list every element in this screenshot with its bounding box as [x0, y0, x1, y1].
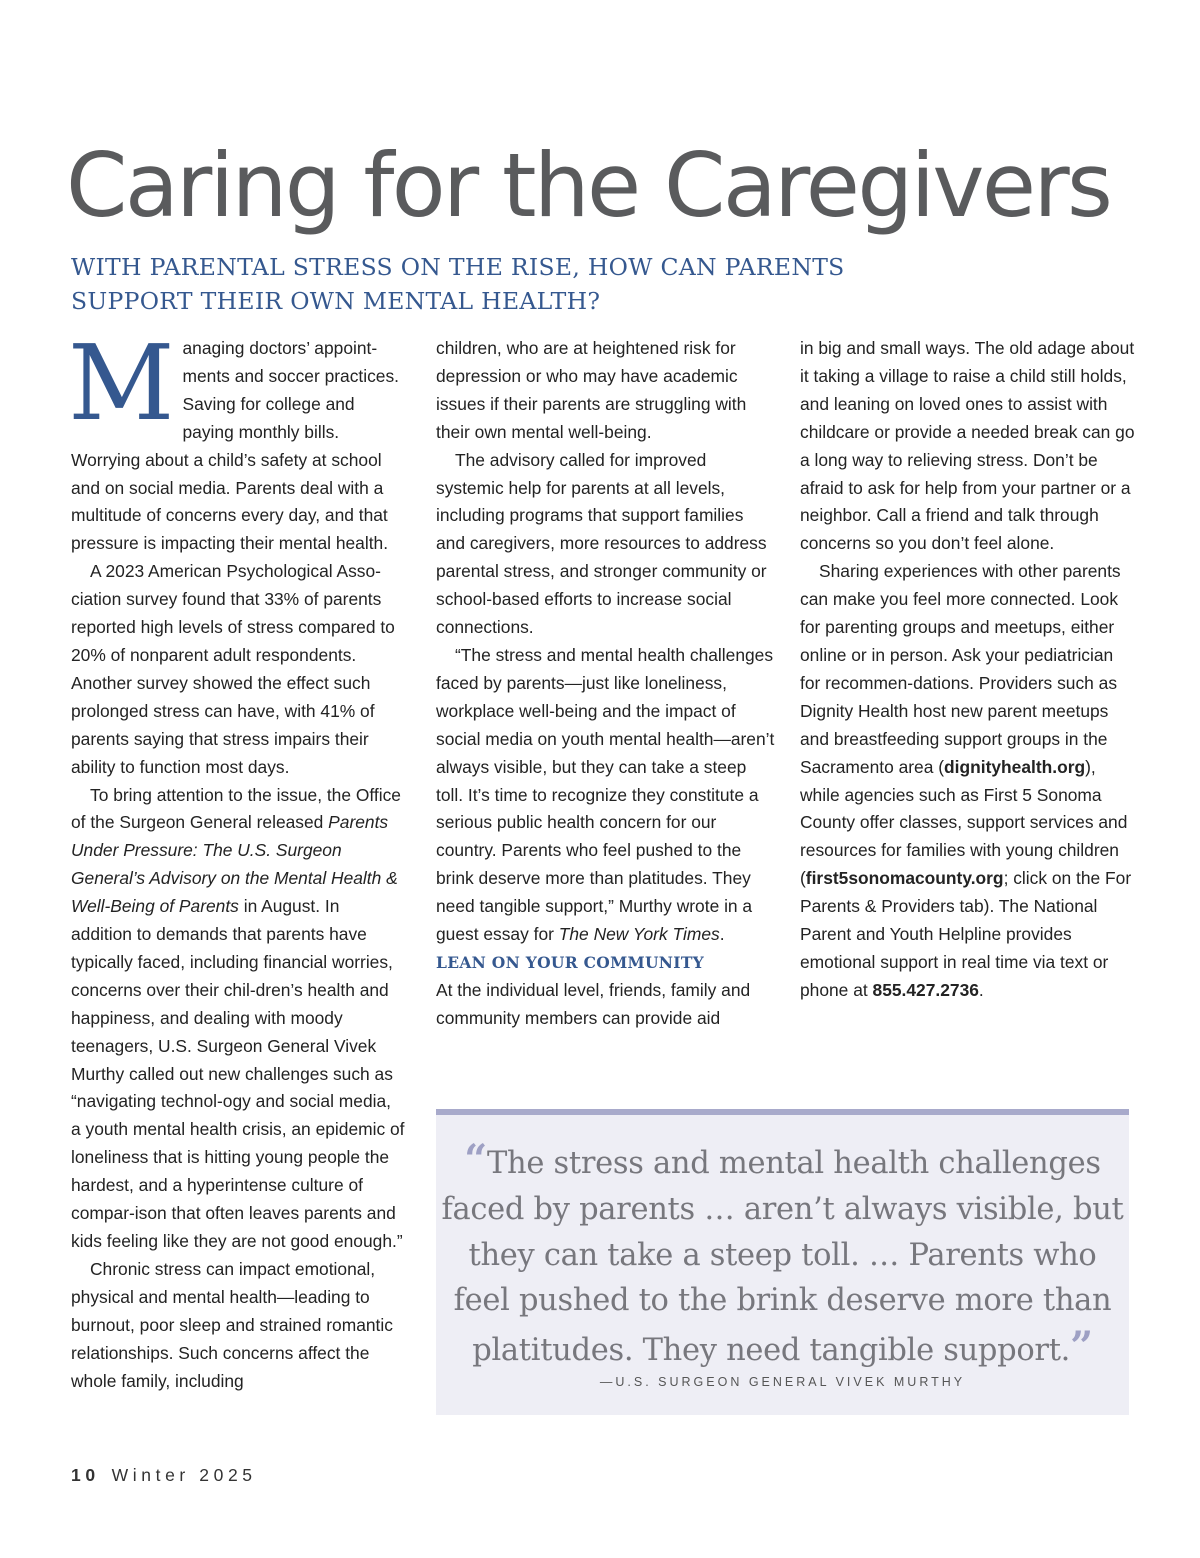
body-column-2	[436, 335, 776, 1033]
drop-cap: M	[68, 322, 175, 444]
paragraph-text: anaging doctors’ appoint-ments and soccer practices. Saving for college and paying monthly bills. Worrying about a child’s safety at school and on social media. Parents deal with a multitude of concerns every day, and that pressure is impacting their mental health.	[71, 338, 400, 554]
paragraph-text: .	[719, 924, 725, 945]
issue-label: Winter 2025	[111, 1465, 257, 1485]
paragraph: At the individual level, friends, family and community members can provide aid	[436, 979, 751, 1028]
paragraph	[800, 558, 1138, 1005]
report-title: Parents Under Pressure: The U.S. Surgeon General’s Advisory on the Mental Health & Well-Being of Parents	[71, 812, 398, 917]
paragraph-text: “The stress and mental health challenges faced by parents—just like loneliness, workplace well-being and the impact of social media on youth mental health—aren’t always visible, but they can take a steep toll. It’s time to recognize they constitute a serious public health concern for our country. Parents who feel pushed to the brink deserve more than platitudes. They need tangible support,” Murthy wrote in a guest essay for	[436, 644, 775, 945]
paragraph-text: To bring attention to the issue, the Office of the Surgeon General released	[71, 784, 401, 833]
paragraph: The advisory called for improved systemic help for parents at all levels, including programs that support families and caregivers, more resources to address parental stress, and stronger community or school-based efforts to increase social connections.	[436, 449, 767, 638]
body-column-1	[68, 322, 405, 1395]
pull-quote-text	[436, 1137, 1129, 1374]
paragraph-text: .	[978, 979, 984, 1000]
open-quote-mark: “	[464, 1136, 488, 1183]
pull-quote	[436, 1109, 1129, 1415]
article-subtitle: WITH PARENTAL STRESS ON THE RISE, HOW CAN PARENTS SUPPORT THEIR OWN MENTAL HEALTH?	[71, 253, 845, 315]
paragraph-text: Sharing experiences with other parents can make you feel more connected. Look for parenting groups and meetups, either online or in person. Ask your pediatrician for recommen-dations. Providers such as Dignity Health host new parent meetups and breastfeeding support groups in the Sacramento area (	[800, 561, 1121, 777]
body-column-3	[800, 335, 1138, 1005]
paragraph	[71, 782, 405, 1256]
pull-quote-attribution: —U.S. SURGEON GENERAL VIVEK MURTHY	[599, 1375, 966, 1389]
page-number: 10	[71, 1465, 100, 1485]
helpline-phone: 855.427.2736	[872, 979, 979, 1000]
page-footer	[71, 1465, 257, 1486]
paragraph: in big and small ways. The old adage about it taking a village to raise a child still holds, and leaning on loved ones to assist with childcare or provide a needed break can go a long way to relieving stress. Don’t be afraid to ask for help from your partner or a neighbor. Call a friend and talk through concerns so you don’t feel alone.	[800, 338, 1135, 554]
quote-body: The stress and mental health challenges faced by parents … aren’t always visible, but they can take a steep toll. … Parents who feel pushed to the brink deserve more than platitudes. They need tangible support.	[441, 1146, 1124, 1369]
link-dignity-health[interactable]: dignityhealth.org	[944, 756, 1086, 777]
paragraph-text: ), while agencies such as First 5 Sonoma County offer classes, support services and resources for families with young children (	[800, 756, 1128, 889]
paragraph: A 2023 American Psychological Asso-ciation survey found that 33% of parents reported high levels of stress compared to 20% of nonparent adult respondents. Another survey showed the effect such prolonged stress can have, with 41% of parents saying that stress impairs their ability to function most days.	[71, 561, 395, 777]
paragraph-text: in August. In addition to demands that parents have typically faced, including financial worries, concerns over their chil-dren’s health and happiness, and dealing with moody teenagers, U.S. Surgeon General Vivek Murthy called out new challenges such as “navigating technol-ogy and social media, a youth mental health crisis, an epidemic of loneliness that is hitting young people the hardest, and a hyperintense culture of compar-ison that often leaves parents and kids feeling like they are not good enough.”	[71, 896, 405, 1251]
article-title: Caring for the Caregivers	[66, 134, 1111, 237]
paragraph: children, who are at heightened risk for depression or who may have academic issues if their parents are struggling with their own mental well-being.	[436, 338, 747, 442]
paragraph	[68, 322, 405, 558]
close-quote-mark: ”	[1070, 1323, 1093, 1371]
paragraph: Chronic stress can impact emotional, physical and mental health—leading to burnout, poor sleep and strained romantic relationships. Such concerns affect the whole family, including	[71, 1258, 393, 1391]
link-first5-sonoma[interactable]: first5sonomacounty.org	[805, 868, 1004, 889]
publication-name: The New York Times	[558, 924, 720, 945]
paragraph-text: ; click on the For Parents & Providers tab). The National Parent and Youth Helpline provides emotional support in real time via text or phone at	[800, 868, 1132, 1000]
paragraph	[436, 642, 776, 949]
section-heading: LEAN ON YOUR COMMUNITY	[436, 952, 705, 972]
